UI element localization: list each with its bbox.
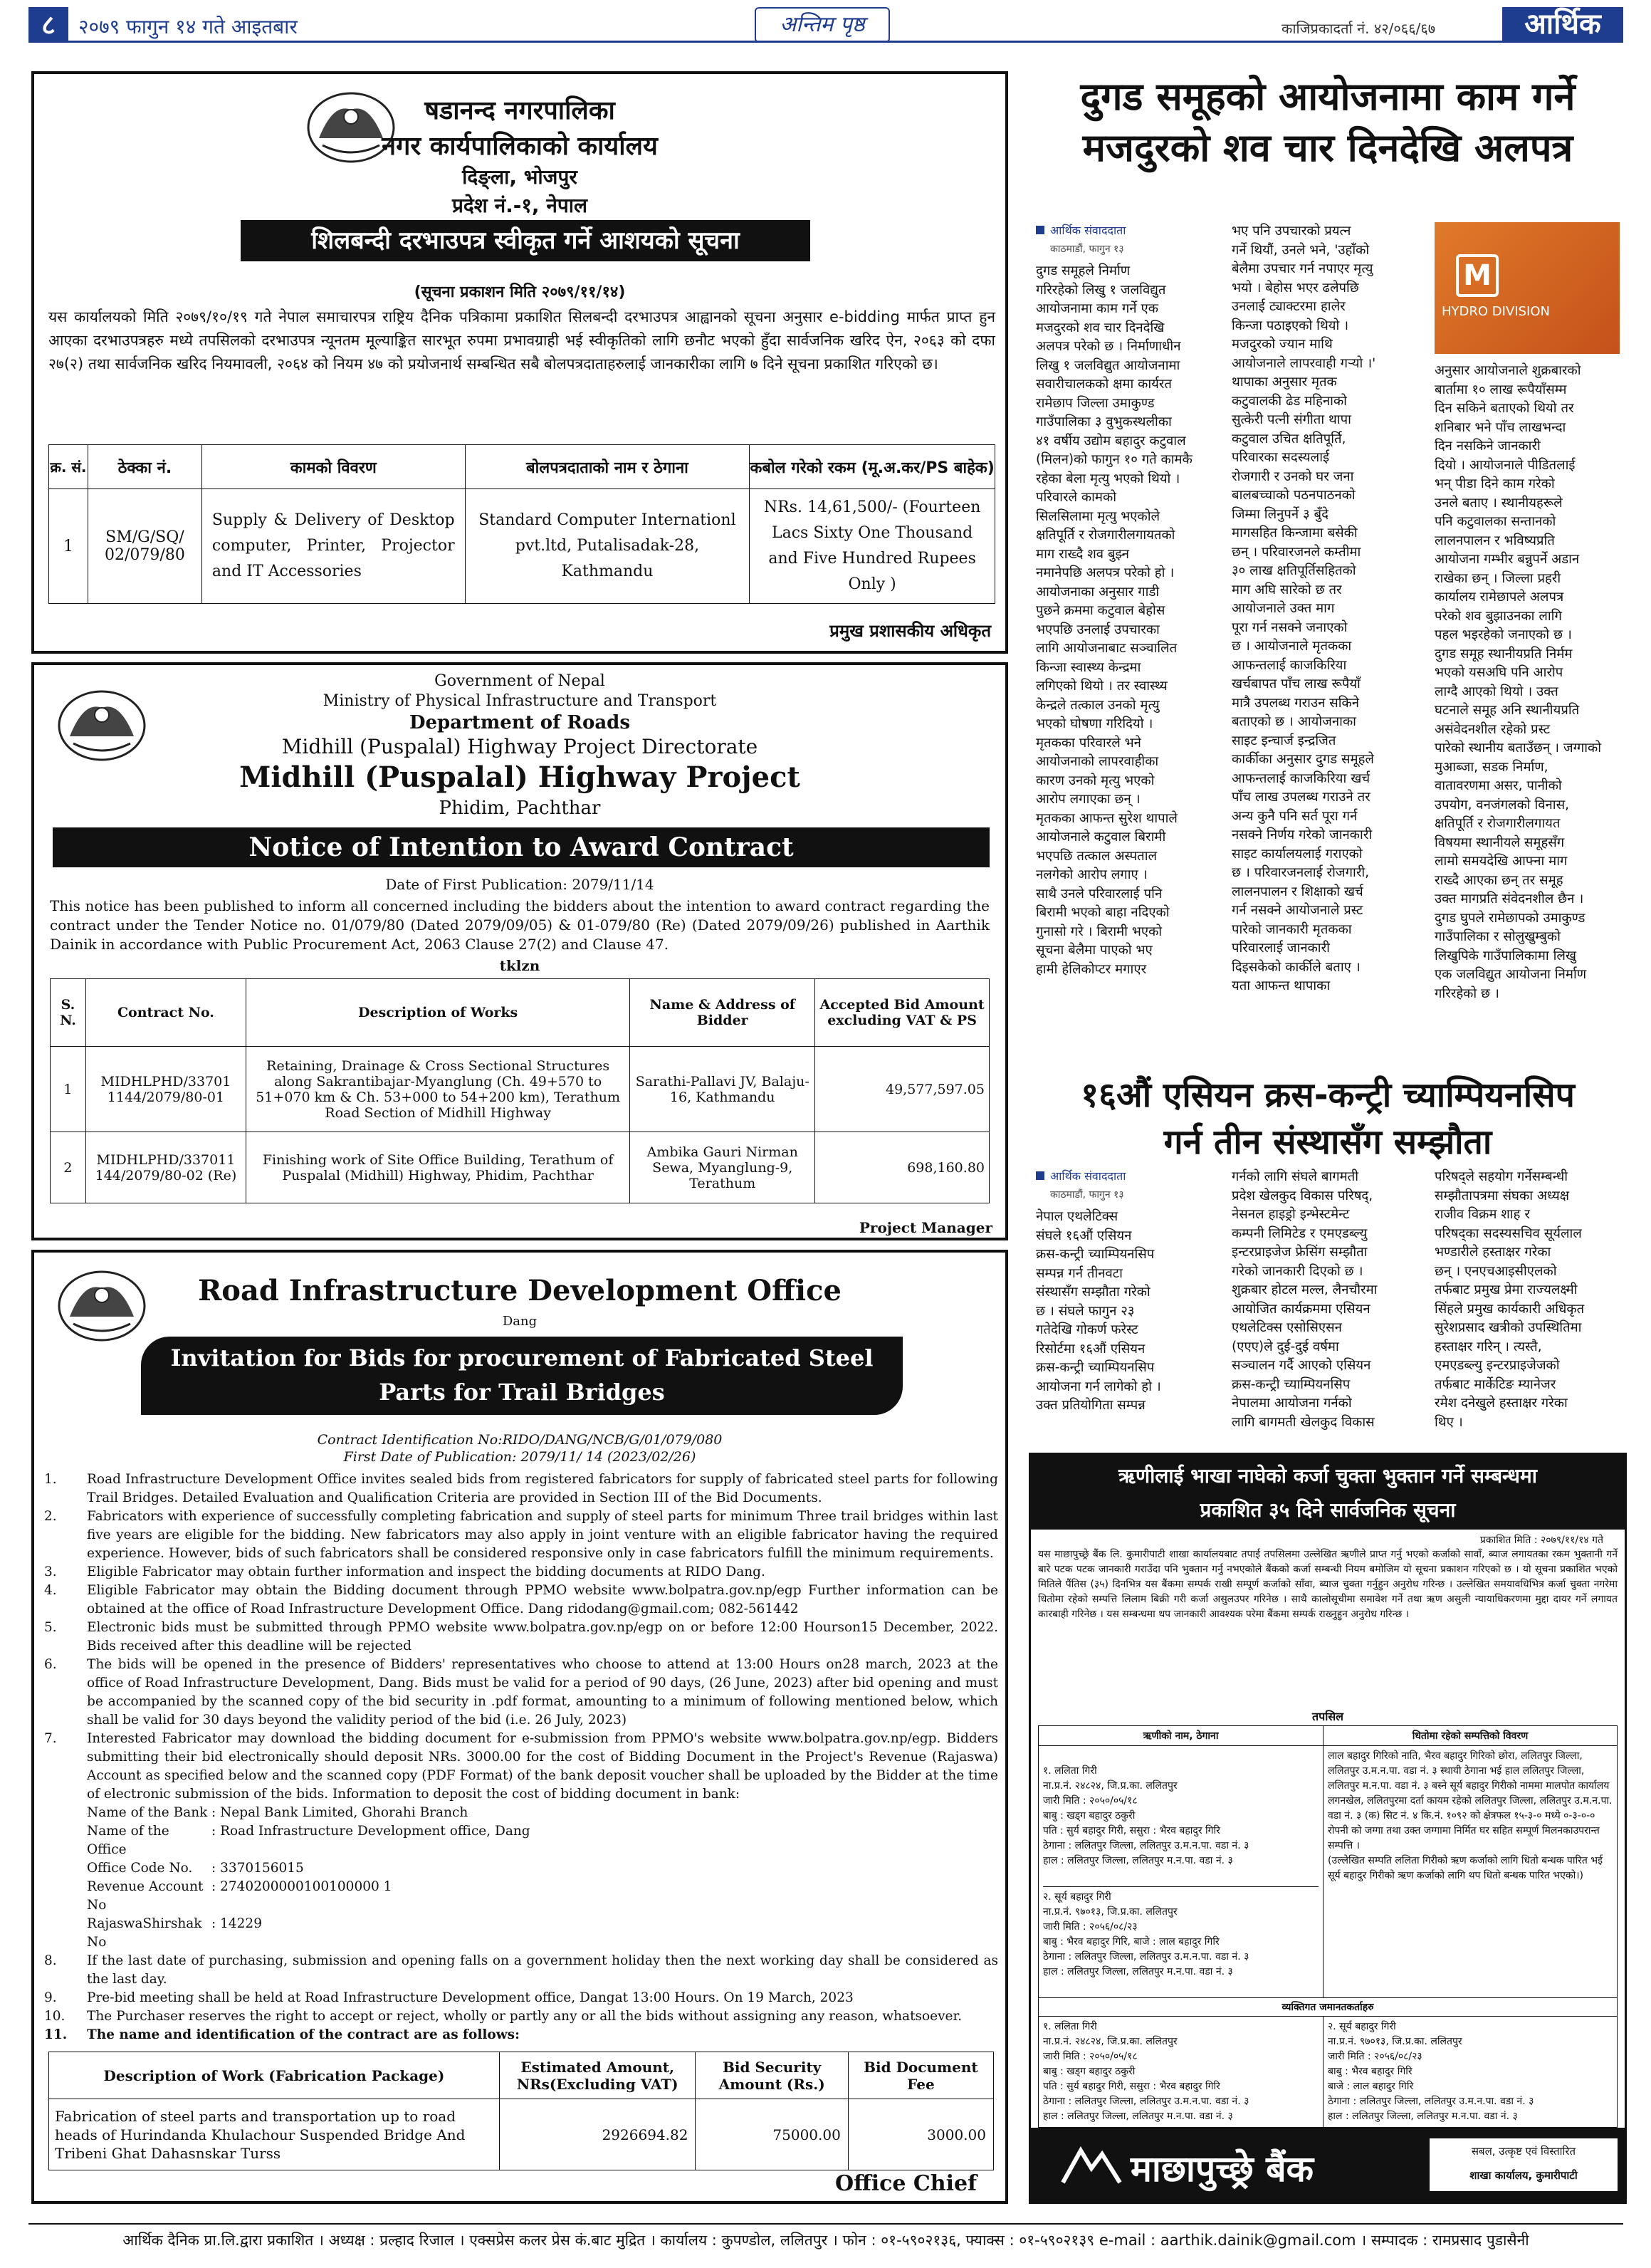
title-line-2: प्रकाशित ३५ दिने सार्वजनिक सूचना <box>1200 1498 1456 1522</box>
bank-value: : Road Infrastructure Development office, Dang <box>211 1824 530 1839</box>
col-work: कामको विवरण <box>201 445 465 489</box>
office-location: Dang <box>502 1314 538 1329</box>
notice-code: tklzn <box>499 957 540 974</box>
news-headline <box>1029 71 1627 174</box>
bank-branch: शाखा कार्यालय, कुमारीपाटी <box>1469 2169 1578 2182</box>
col-collateral: धितोमा रहेको सम्पत्तिको विवरण <box>1324 1726 1618 1746</box>
borrower-1: १. ललिता गिरी ना.प्र.नं. २४८२४, जि.प्र.का. ललितपुर जारी मिति : २०५०/०५/१८ बाबु : खड्ग बहादुर ठकुरी पति : सुर्य बहादुर गिरी, ससुरा : भैरव बहादुर गिरि ठेगाना : ललितपुर जिल्ला, ललितपुर उ.म.न.पा. वडा नं. ३ हाल : ललितपुर जिल्ला, ललितपुर म.न.पा. वडा नं. ३ <box>1043 1765 1249 1866</box>
byline-text: आर्थिक संवाददाता <box>1050 1169 1126 1183</box>
ad-midhill-highway <box>31 662 1008 1240</box>
headline-line-1: १६औं एसियन क्रस-कन्ट्री च्याम्पियनसिप <box>1081 1075 1575 1115</box>
list-item: Pre-bid meeting shall be held at Road Infrastructure Development office, Dangat 13:00 Hours. On 19 March, 2023 <box>87 1990 854 2005</box>
ministry-label: Ministry of Physical Infrastructure and Transport <box>323 692 717 710</box>
project-address: Phidim, Pachthar <box>439 798 601 819</box>
col-sn: S. N. <box>51 979 86 1047</box>
item-number: 6. <box>44 1657 57 1672</box>
guarantor-cell: १. ललिता गिरी ना.प्र.नं. २४८२४, जि.प्र.का. ललितपुर जारी मिति : २०५०/०५/१८ बाबु : खड्ग बहादुर ठकुरी पति : सुर्य बहादुर गिरी, ससुरा : भैरव बहादुर गिरि ठेगाना : ललितपुर जिल्ला, ललितपुर उ.म.न.पा. वडा नं. ३ हाल : ललितपुर जिल्ला, ललितपुर म.न.पा. वडा नं. ३ <box>1039 2017 1324 2128</box>
news-column-3: अनुसार आयोजनाले शुक्रबारको बार्तामा १० लाख रूपैयाँसम्म दिन सकिने बताएको थियो तर शनिबार भने पाँच लाखभन्दा दिन नसकिने जानकारी दियो । आयोजनाले पीडितलाई भन् पीडा दिने काम गरेको उनले बताए । स्थानीयहरूले पनि कटुवालका सन्तानको लालनपालन र भविष्यप्रति आयोजना गम्भीर बन्नुपर्ने अडान राखेका छन् । जिल्ला प्रहरी कार्यालय रामेछापले अलपत्र परेको शव बुझाउनका लागि पहल भइरहेको जनाएको छ । दुगड समूह स्थानीयप्रति निर्मम भएको यसअघि पनि आरोप लाग्दै आएको थियो । उक्त घटनाले समूह अनि स्थानीयप्रति असंवेदनशील रहेको प्रस्ट पारेको स्थानीय बताउँछन् । जग्गाको मुआब्जा, सडक निर्माण, वातावरणमा असर, पानीको उपयोग, वनजंगलको विनास, क्षतिपूर्ति र रोजगारीलगायत विषयमा स्थानीयले समूहसँग लामो समयदेखि आफ्ना माग राख्दै आएका छन् तर समूह उक्त मागप्रति संवेदनशील छैन । दुगड घुपले रामेछापको उमाकुण्ड गाउँपालिका र सोलुखुम्बुको लिखुपिके गाउँपालिकामा लिखु एक जलविद्युत आयोजना निर्माण गरिरहेको छ । <box>1435 363 1602 1001</box>
item-number: 7. <box>44 1731 57 1746</box>
signatory: Project Manager <box>859 1219 992 1236</box>
photo-caption: HYDRO DIVISION <box>1442 304 1550 319</box>
col-borrower: ऋणीको नाम, ठेगाना <box>1039 1726 1324 1746</box>
borrower-2: २. सूर्य बहादुर गिरी ना.प्र.नं. ९७०१३, जि.प्र.का. ललितपुर जारी मिति : २०५६/०८/२३ बाबु : भैरव बहादुर गिरि, बाजे : लाल बहादुर गिरि ठेगाना : ललितपुर जिल्ला, ललितपुर उ.म.न.पा. वडा नं. ३ हाल : ललितपुर जिल्ला, ललितपुर म.न.पा. वडा नं. ३ <box>1043 1886 1319 1980</box>
col-amount: कबोल गरेको रकम (मू.अ.कर/PS बाहेक) <box>750 445 995 489</box>
ad-bank-notice <box>1029 1453 1627 2204</box>
office-name-1: षडानन्द नगरपालिका <box>424 96 615 125</box>
mountain-logo-icon <box>1059 2143 1123 2186</box>
province-label: प्रदेश नं.-१, नेपाल <box>451 194 587 217</box>
department-label: Department of Roads <box>409 712 631 733</box>
project-title: Midhill (Puspalal) Highway Project <box>239 761 800 794</box>
item-number: 3. <box>44 1564 57 1579</box>
contract-id: Contract Identification No:RIDO/DANG/NCB/G/01/079/080 <box>317 1432 723 1448</box>
item-number: 9. <box>44 1990 57 2005</box>
guarantor-heading: व्यक्तिगत जमानतकर्ताहरु <box>1039 1998 1618 2017</box>
list-item: Fabricators with experience of successfully completing fabrication and supply of steel parts for minimum Three trail bridges within last five years are eligible for the bidding. New fabricators may also apply in joint venture with an eligible fabricator having the required experience. However, bids of such fabricators shall be considered responsive only in case fabricators fulfill the minimum requirements. <box>87 1509 998 1561</box>
borrower-cell <box>1039 1746 1324 1998</box>
page-header <box>28 7 1623 43</box>
item-number: 1. <box>44 1472 57 1487</box>
table-cell: 698,160.80 <box>815 1132 990 1203</box>
table-cell: SM/G/SQ/ 02/079/80 <box>88 489 201 604</box>
headline-line-2: मजदुरको शव चार दिनदेखि अलपत्र <box>1082 125 1573 170</box>
list-item: If the last date of purchasing, submission and opening falls on a government holiday then the next working day shall be considered as the last day. <box>87 1953 998 1987</box>
notice-title <box>1031 1455 1625 1530</box>
office-name-2: नगर कार्यपालिकाको कार्यालय <box>382 132 658 161</box>
bank-label: Revenue Account No <box>87 1879 204 1913</box>
item-number: 2. <box>44 1509 57 1524</box>
list-item: Interested Fabricator may download the bidding document for e-submission from PPMO's website www.bolpatra.gov.np/egp. Bidders submitting their bid electronically should deposit NRs. 3000.00 for the cost of Bidding Document in the Project's Revenue (Rajaswa) Account as specified below and the scanned copy (PDF Format) of the bank deposit voucher shall be uploaded by the Bidder at the time of electronic submission of the bids. Information to deposit the cost of bidding document in bank: <box>87 1731 998 1802</box>
byline <box>1036 222 1126 238</box>
publication-date: Date of First Publication: 2079/11/14 <box>385 876 654 893</box>
bank-value: : 14229 <box>211 1916 262 1931</box>
table-cell: 2 <box>51 1132 86 1203</box>
bank-slogan-box <box>1430 2138 1618 2191</box>
list-item: Road Infrastructure Development Office invites sealed bids from registered fabricators for supply of fabricated steel parts for following Trail Bridges. Detailed Evaluation and Qualification Criteria are provided in Section III of the Bid Documents. <box>87 1472 998 1505</box>
masthead-logo: आर्थिक <box>1502 7 1623 43</box>
collateral-cell: लाल बहादुर गिरिको नाति, भैरव बहादुर गिरिको छोरा, ललितपुर जिल्ला, ललितपुर उ.म.न.पा. वडा नं. ३ स्थायी ठेगाना भई हाल ललितपुर जिल्ला, ललितपुर म.न.पा. वडा नं. ३ बस्ने सूर्य बहादुर गिरीको नाममा मालपोत कार्यालय लगनखेल, ललितपुरमा दर्ता कायम रहेको ललितपुर जिल्ला, ललितपुर उ.म.न.पा. वडा नं. ३ (क) सिट नं. ४ कि.नं. १०९२ को क्षेत्रफल १५-३-० मध्ये ०-३-०-० रोपनी को जग्गा तथा उक्त जग्गामा निर्मित घर सहित सम्पूर्ण मिलनकाउपरान्त सम्पत्ति । (उल्लेखित सम्पति ललिता गिरीको ऋण कर्जाको लागि धितो बन्धक पारित भई सूर्य बहादुर गिरीको ऋण कर्जाको लागि थप धितो बन्धक पारित भएको।) <box>1324 1746 1618 1998</box>
col-sn: क्र. सं. <box>49 445 88 489</box>
table-cell: NRs. 14,61,500/- (Fourteen Lacs Sixty One Thousand and Five Hundred Rupees Only ) <box>750 489 995 604</box>
guarantor-cell: २. सूर्य बहादुर गिरी ना.प्र.नं. ९७०१३, जि.प्र.का. ललितपुर जारी मिति : २०५६/०८/२३ बाबु : भैरव बहादुर गिरि बाजे : लाल बहादुर गिरि ठेगाना : ललितपुर जिल्ला, ललितपुर उ.म.न.पा. वडा नं. ३ हाल : ललितपुर जिल्ला, ललितपुर म.न.पा. वडा नं. ३ <box>1324 2017 1618 2128</box>
bullet-icon <box>1036 226 1044 234</box>
notice-title: Notice of Intention to Award Contract <box>53 827 990 867</box>
item-number: 8. <box>44 1953 57 1968</box>
table-cell: 2926694.82 <box>499 2099 696 2170</box>
issue-date: २०७९ फागुन १४ गते आइतबार <box>78 15 298 38</box>
list-item: Electronic bids must be submitted through PPMO website www.bolpatra.gov.np/egp on or before 12:00 Hourson15 December, 2022. Bids received after this deadline will be rejected <box>87 1620 998 1653</box>
col-amount: Accepted Bid Amount excluding VAT & PS <box>815 979 990 1047</box>
bank-label: Name of the Bank <box>87 1805 208 1820</box>
m-logo-icon: M <box>1456 254 1499 297</box>
bank-label: Name of the Office <box>87 1824 169 1857</box>
item-number: 5. <box>44 1620 57 1635</box>
table-cell: Fabrication of steel parts and transportation up to road heads of Hurindanda Khulachour Suspended Bridge And Tribeni Ghat Dahasnskar Turss <box>49 2099 500 2170</box>
item-number: 4. <box>44 1583 57 1598</box>
signatory: Office Chief <box>834 2171 977 2196</box>
list-item: The Purchaser reserves the right to accept or reject, wholly or partly any or all the bids without assigning any reason, whatsoever. <box>87 2009 963 2024</box>
bank-footer <box>1031 2128 1625 2202</box>
table-cell: 49,577,597.05 <box>815 1047 990 1132</box>
table-cell: Sarathi-Pallavi JV, Balaju-16, Kathmandu <box>630 1047 815 1132</box>
notice-body: यस माछापुच्छ्रे बैंक लि. कुमारीपाटी शाखा कार्यालयबाट तपाई तपसिलमा उल्लेखित ऋणीले प्राप्त गर्नु भएको कर्जाको सावाँ, ब्याज लगायतका रकम भुक्तानी गर्ने बारे पटक पटक जानकारी गराउँदा पनि भुक्तान गर्नु नभएकोले बैंकको कर्जा सम्बन्धी नियम बमोजिम यो सूचना प्रकाशन गरिएको छ । यो सूचना प्रकाशित भएको मितिले पैंतिस (३५) दिनभित्र यस बैंकमा सम्पर्क राखी सम्पूर्ण कर्जाको साँवा, ब्याज चुक्ता गर्नुहुन अनुरोध गरिन्छ । उल्लेखित समयावधिभित्र कर्जा चुक्ता नगरेमा धितोमा रहेको सम्पत्ति लिलाम बिक्री गरी कर्जा असुलउपर गरिनेछ । साथै कालोसूचीमा समावेश गर्ने तथा ऋण असुली न्यायाधिकरणमा मुद्दा दायर गर्ने लगायत कारबाही गरिनेछ । यस सम्बन्धमा थप जानकारी आवश्यक परेमा बैंकमा सम्पर्क राख्नुहुन अनुरोध गरिन्छ । <box>1038 1549 1618 1620</box>
bank-value: : 2740200000100100000 1 <box>211 1879 392 1894</box>
headline-line-2: गर्न तीन संस्थासँग सम्झौता <box>1163 1122 1492 1162</box>
publication-date: प्रकाशित मिति : २०७९/११/१४ गते <box>1479 1535 1603 1546</box>
bank-name: माछापुच्छ्रे बैंक <box>1131 2148 1314 2190</box>
gov-label: Government of Nepal <box>434 672 605 690</box>
news-column-2: गर्नको लागि संघले बागमती प्रदेश खेलकुद विकास परिषद्, नेसनल हाइड्रो इन्भेस्टमेन्ट कम्पनी लिमिटेड र एमएडब्ल्यु इन्टरप्राइजेज फ्रेसिंग सम्झौता गरेको जानकारी दिएको छ । शुक्रबार होटल मल्ल, लैनचौरमा आयोजित कार्यक्रममा एसियन एथलेटिक्स एसोसिएसन (एएए)ले दुई-दुई वर्षमा सञ्चालन गर्दै आएको एसियन क्रस-कन्ट्री च्याम्पियनसिप नेपालमा आयोजना गर्नको लागि बागमती खेलकुद विकास <box>1232 1169 1378 1430</box>
notice-title: शिलबन्दी दरभाउपत्र स्वीकृत गर्ने आशयको सूचना <box>241 220 810 261</box>
table-cell: Finishing work of Site Office Building, Terathum of Puspalal (Midhill) Highway, Phidim, Pachthar <box>246 1132 629 1203</box>
table-cell: 75000.00 <box>696 2099 848 2170</box>
list-item: Eligible Fabricator may obtain further information and inspect the bidding documents at RIDO Dang. <box>87 1564 765 1579</box>
page-number: ८ <box>28 7 68 43</box>
award-table <box>48 444 995 604</box>
col-bidder: Name & Address of Bidder <box>630 979 815 1047</box>
hydro-photo <box>1435 222 1620 354</box>
col-work: Description of Works <box>246 979 629 1047</box>
registration-number: काजिप्रकादर्ता नं. ४२/०६६/६७ <box>1282 20 1436 37</box>
bid-banner: Invitation for Bids for procurement of Fabricated Steel Parts for Trail Bridges <box>141 1337 903 1415</box>
list-item: The bids will be opened in the presence of Bidders' representatives who choose to attend at 13:00 Hours on28 march, 2023 at the office of Road Infrastructure Development, Dang. Bids must be valid for a period of 90 days, (26 June, 2023) after bid opening and must be accompanied by the scanned copy of the bid security in .pdf format, amounting to a minimum of following mentioned below, which shall be valid for 30 days beyond the validity period of the bid (i.e. 26 July, 2023) <box>87 1657 998 1728</box>
list-item: The name and identification of the contract are as follows: <box>87 2027 520 2042</box>
news-column-2: भए पनि उपचारको प्रयत्न गर्ने थियौं, उनले भने, 'उहाँको बेलैमा उपचार गर्न नपाएर मृत्यु भयो । बेहोस भएर ढलेपछि उनलाई ट्याक्टरमा हालेर किन्जा पठाइएको थियो । मजदुरको ज्यान माथि आयोजनाले लापरवाही गर्‍यो ।' थापाका अनुसार मृतक कटुवालकी ढेड महिनाको सुत्केरी पत्नी संगीता थापा कटुवाल उचित क्षतिपूर्ति, परिवारका सदस्यलाई रोजगारी र उनको घर जना बालबच्चाको पठनपाठनको जिम्मा लिनुपर्ने ३ बुँदे मागसहित किन्जामा बसेकी छन् । परिवारजनले कम्तीमा ३० लाख क्षतिपूर्तिसहितको माग अघि सारेको छ तर आयोजनाले उक्त माग पूरा गर्न नसक्ने जनाएको छ । आयोजनाले मृतकका आफन्तलाई काजकिरिया खर्चबापत पाँच लाख रूपैयाँ मात्रै उपलब्ध गराउन सकिने बताएको छ । आयोजनाका साइट इन्चार्ज इन्द्रजित कार्कीका अनुसार दुगड समूहले आफन्तलाई काजकिरिया खर्च पाँच लाख उपलब्ध गराउने तर अन्य कुनै पनि सर्त पूरा गर्न नसक्ने निर्णय गरेको जानकारी साइट कार्यालयलाई गराएको छ । परिवारजनलाई रोजगारी, लालनपालन र शिक्षाको खर्च गर्न नसक्ने आयोजनाले प्रस्ट पारेको जानकारी मृतकका परिवारलाई जानकारी दिइसकेको कार्कीले बताए । यता आफन्त थापाका <box>1232 224 1376 993</box>
borrower-table <box>1038 1725 1618 2128</box>
col-bidder: बोलपत्रदाताको नाम र ठेगाना <box>465 445 750 489</box>
section-label: अन्तिम पृष्ठ <box>755 7 890 43</box>
publication-date: First Date of Publication: 2079/11/ 14 (2023/02/26) <box>343 1449 696 1465</box>
bid-terms-list <box>44 1470 998 2044</box>
news-column-1: दुगड समूहले निर्माण गरिरहेको लिखु १ जलविद्युत आयोजनामा काम गर्ने एक मजदुरको शव चार दिनदेखि अलपत्र परेको छ । निर्माणाधीन लिखु १ जलविद्युत आयोजनामा सवारीचालकको क्षमा कार्यरत रामेछाप जिल्ला उमाकुण्ड गाउँपालिका ३ वुभुकस्थलीका ४१ वर्षीय उद्योम बहादुर कटुवाल (मिलन)को फागुन १० गते कामकै रहेका बेला मृत्यु भएको थियो । परिवारले कामको सिलसिलामा मृत्यु भएकोले क्षतिपूर्ति र रोजगारीलगायतको माग राख्दै शव बुझ्न नमानेपछि अलपत्र परेको हो । आयोजनाका अनुसार गाडी पुछने क्रममा कटुवाल बेहोस भएपछि उनलाई उपचारका लागि आयोजनाबाट सञ्चालित किन्जा स्वास्थ्य केन्द्रमा लगिएको थियो । तर स्वास्थ्य केन्द्रले तत्काल उनको मृत्यु भएको घोषणा गरिदियो । मृतकका परिवारले भने आयोजनाको लापरवाहीका कारण उनको मृत्यु भएको आरोप लगाएका छन् । मृतकका आफन्त सुरेश थापाले आयोजनाले कटुवाल बिरामी भएपछि तत्काल अस्पताल नलगेको आरोप लगाए । साथै उनले परिवारलाई पनि बिरामी भएको बाहा नदिएको गुनासो गरे । बिरामी भएको सूचना बेलैमा पाएको भए हामी हेलिकोप्टर मगाएर <box>1036 263 1193 977</box>
news-column-3: परिषद्ले सहयोग गर्नेसम्बन्धी सम्झौतापत्रमा संघका अध्यक्ष राजीव विक्रम शाह र परिषद्का सदस्यसचिव सूर्यलाल भण्डारीले हस्ताक्षर गरेका छन् । एनएचआइसीएलको तर्फबाट प्रमुख प्रेमा राज्यलक्ष्मी सिंहले प्रमुख कार्यकारी अधिकृत सुरेशप्रसाद खत्रीको उपस्थितिमा हस्ताक्षर गरिन् । त्यस्तै, एमएडब्ल्यु इन्टरप्राइजेजको तर्फबाट मार्केटिङ म्यानेजर रमेश दनेखुले हस्ताक्षर गरेका थिए । <box>1435 1169 1585 1430</box>
office-address: दिङ्ला, भोजपुर <box>462 165 577 189</box>
notice-body: This notice has been published to inform all concerned including the bidders about the intention to award contract regarding the contract under the Tender Notice no. 01/079/80 (Dated 2079/09/05) & 01-079/80 (Re) (Dated 2079/09/26) published in Aarthik Dainik in accordance with Public Procurement Act, 2063 Clause 27(2) and Clause 47. <box>50 897 990 953</box>
table-cell: 1 <box>49 489 88 604</box>
table-cell: 3000.00 <box>848 2099 993 2170</box>
directorate-label: Midhill (Puspalal) Highway Project Directorate <box>281 735 758 758</box>
headline-line-1: दुगड समूहको आयोजनामा काम गर्ने <box>1080 74 1576 119</box>
notice-body: यस कार्यालयको मिति २०७९/१०/१९ गते नेपाल समाचारपत्र राष्ट्रिय दैनिक पत्रिकामा प्रकाशित सिलबन्दी दरभाउपत्र आह्वानको सूचना अनुसार e-bidding मार्फत प्राप्त हुन आएका दरभाउपत्रहरु मध्ये तपसिलको दरभाउपत्र न्यूनतम मूल्याङ्कित सारभूत रुपमा प्रभावग्राही भई स्वीकृतिको लागि छनौट भएको हुँदा सार्वजनिक खरिद ऐन, २०६३ को दफा २७(२) तथा सार्वजनिक खरिद नियमावली, २०६४ को नियम ४७ को प्रयोजनार्थ सम्बन्धित सबै बोलपत्रदाताहरुलाई जानकारीका लागि ७ दिने सूचना प्रकाशित गरिएको छ। <box>48 308 995 372</box>
table-cell: Supply & Delivery of Desktop computer, Printer, Projector and IT Accessories <box>201 489 465 604</box>
bank-label: Office Code No. <box>87 1861 193 1876</box>
byline <box>1036 1168 1126 1183</box>
table-cell: MIDHLPHD/337011 144/2079/80-02 (Re) <box>85 1132 246 1203</box>
bank-label: RajaswaShirshak No <box>87 1916 202 1950</box>
page-footer: आर्थिक दैनिक प्रा.लि.द्वारा प्रकाशित । अध्यक्ष : प्रल्हाद रिजाल । एक्सप्रेस कलर प्रेस कं.बाट मुद्रित । कार्यालय : कुपण्डोल, ललितपुर । फोन : ०१-५९०२१३६, फ्याक्स : ०१-५९०२१३९ e-mail : aarthik.dainik@gmail.com । सम्पादक : रामप्रसाद पुडासैनी <box>28 2223 1623 2250</box>
col-contract: Contract No. <box>85 979 246 1047</box>
bank-value: : 3370156015 <box>211 1861 304 1876</box>
bank-details <box>44 1804 998 1952</box>
byline-text: आर्थिक संवाददाता <box>1050 224 1126 237</box>
table-cell: Retaining, Drainage & Cross Sectional Structures along Sakrantibajar-Myanglung (Ch. 49+570 to 51+070 km & Ch. 53+000 to 54+200 km), Terathum Road Section of Midhill Highway <box>246 1047 629 1132</box>
publication-date: (सूचना प्रकाशन मिति २०७९/११/१४) <box>414 283 626 301</box>
list-item: Eligible Fabricator may obtain the Bidding document through PPMO website www.bolpatra.gov.np/egp Further information can be obtained at the office of Road Infrastructure Development Office. Dang ridodang@gmail.com; 082-561442 <box>87 1583 998 1616</box>
dateline: काठमाडौं, फागुन १३ <box>1050 1189 1124 1201</box>
office-title: Road Infrastructure Development Office <box>198 1274 842 1307</box>
news-column-1: नेपाल एथलेटिक्स संघले १६औं एसियन क्रस-कन्ट्री च्याम्पियनसिप सम्पन्न गर्न तीनवटा संस्थासँग सम्झौता गरेको छ । संघले फागुन २३ गतेदेखि गोकर्ण फरेस्ट रिसोर्टमा १६औं एसियन क्रस-कन्ट्री च्याम्पियनसिप आयोजना गर्न लागेको हो । उक्त प्रतियोगिता सम्पन्न <box>1036 1209 1161 1413</box>
award-table <box>50 978 990 1203</box>
table-cell: Ambika Gauri Nirman Sewa, Myanglung-9, Terathum <box>630 1132 815 1203</box>
col-description: Description of Work (Fabrication Package) <box>49 2052 500 2099</box>
ad-rido-bid-invitation <box>31 1250 1008 2204</box>
col-fee: Bid Document Fee <box>848 2052 993 2099</box>
tapsil-label: तपसिल <box>1311 1710 1344 1723</box>
bank-slogan: सबल, उत्कृष्ट एवं विस्तारित <box>1471 2145 1576 2158</box>
bank-value: : Nepal Bank Limited, Ghorahi Branch <box>211 1805 468 1820</box>
col-estimate: Estimated Amount, NRs(Excluding VAT) <box>499 2052 696 2099</box>
news-headline <box>1029 1072 1627 1166</box>
bullet-icon <box>1036 1171 1044 1180</box>
item-number: 11. <box>44 2027 68 2042</box>
ad-shadananda-notice <box>31 71 1008 654</box>
table-cell: 1 <box>51 1047 86 1132</box>
table-cell: MIDHLPHD/33701 1144/2079/80-01 <box>85 1047 246 1132</box>
title-line-1: ऋणीलाई भाखा नाघेको कर्जा चुक्ता भुक्तान गर्ने सम्बन्धमा <box>1118 1464 1538 1488</box>
col-security: Bid Security Amount (Rs.) <box>696 2052 848 2099</box>
item-number: 10. <box>44 2009 65 2024</box>
table-cell: Standard Computer Internationl pvt.ltd, Putalisadak-28, Kathmandu <box>465 489 750 604</box>
dateline: काठमाडौं, फागुन १३ <box>1050 244 1124 255</box>
signatory: प्रमुख प्रशासकीय अधिकृत <box>829 621 991 641</box>
col-contract: ठेक्का नं. <box>88 445 201 489</box>
contract-table <box>48 2052 994 2170</box>
